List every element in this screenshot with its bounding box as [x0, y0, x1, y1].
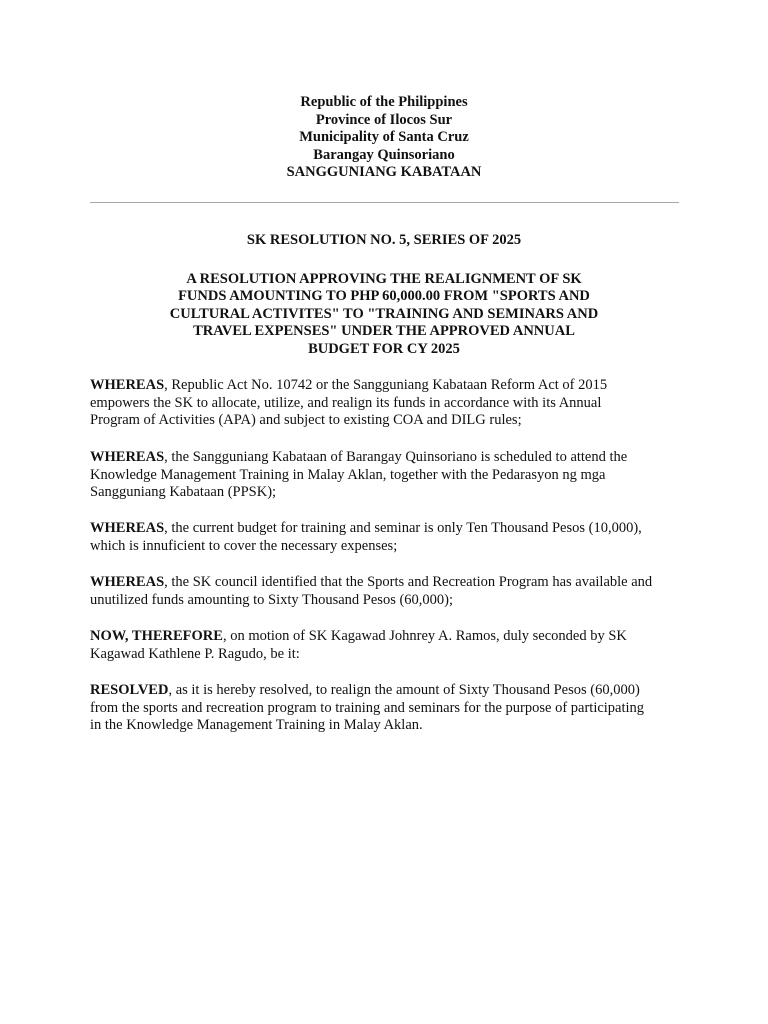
resolution-title-line: TRAVEL EXPENSES" UNDER THE APPROVED ANNUAL [193, 323, 575, 340]
clause-text: Kagawad Kathlene P. Ragudo, be it: [90, 645, 300, 662]
clause-text: unutilized funds amounting to Sixty Thousand Pesos (60,000); [90, 591, 454, 608]
clause-keyword: RESOLVED [90, 682, 169, 698]
clause-text: Sangguniang Kabataan (PPSK); [90, 484, 277, 501]
clause-keyword: WHEREAS [90, 520, 165, 536]
resolved-clause [90, 682, 690, 735]
header-divider [90, 202, 679, 203]
clause-keyword: NOW, THEREFORE [90, 628, 223, 644]
resolution-title-line: FUNDS AMOUNTING TO PHP 60,000.00 FROM "SPORTS AND [178, 288, 590, 305]
letterhead-country: Republic of the Philippines [300, 94, 468, 110]
clause-text: from the sports and recreation program to training and seminars for the purpose of participating [90, 699, 645, 716]
whereas-clause-1 [90, 377, 690, 430]
clause-text: in the Knowledge Management Training in Malay Aklan. [90, 717, 423, 734]
letterhead-barangay: Barangay Quinsoriano [313, 146, 455, 163]
clause-text: , the current budget for training and seminar is only Ten Thousand Pesos (10,000), [164, 520, 642, 536]
resolution-title [0, 271, 768, 358]
letterhead-province: Province of Ilocos Sur [315, 111, 453, 128]
clause-keyword: WHEREAS [90, 574, 165, 590]
whereas-clause-2 [90, 449, 690, 502]
clause-text: Knowledge Management Training in Malay Aklan, together with the Pedarasyon ng mga [90, 466, 606, 483]
resolution-title-line: CULTURAL ACTIVITES" TO "TRAINING AND SEMINARS AND [169, 305, 599, 322]
resolution-title-line: A RESOLUTION APPROVING THE REALIGNMENT OF SK [186, 271, 582, 287]
clause-text: , Republic Act No. 10742 or the Sangguniang Kabataan Reform Act of 2015 [164, 377, 608, 393]
whereas-clause-3 [90, 520, 690, 555]
clause-text: Program of Activities (APA) and subject to existing COA and DILG rules; [90, 412, 522, 429]
resolution-title-line: BUDGET FOR CY 2025 [308, 340, 460, 357]
letterhead-council: SANGGUNIANG KABATAAN [286, 164, 482, 181]
whereas-clause-4 [90, 574, 690, 609]
clause-text: , on motion of SK Kagawad Johnrey A. Ramos, duly seconded by SK [222, 628, 627, 644]
clause-keyword: WHEREAS [90, 449, 165, 465]
clause-keyword: WHEREAS [90, 377, 165, 393]
letterhead [0, 94, 768, 182]
clause-text: , the Sangguniang Kabataan of Barangay Quinsoriano is scheduled to attend the [164, 449, 628, 465]
clause-text: which is innuficient to cover the necessary expenses; [90, 537, 398, 554]
now-therefore-clause [90, 628, 690, 663]
clause-text: , as it is hereby resolved, to realign the amount of Sixty Thousand Pesos (60,000) [168, 682, 640, 698]
clause-text: empowers the SK to allocate, utilize, and realign its funds in accordance with its Annual [90, 394, 602, 411]
resolution-number: SK RESOLUTION NO. 5, SERIES OF 2025 [246, 232, 522, 248]
letterhead-municipality: Municipality of Santa Cruz [299, 129, 469, 146]
clause-text: , the SK council identified that the Sports and Recreation Program has available and [164, 574, 653, 590]
